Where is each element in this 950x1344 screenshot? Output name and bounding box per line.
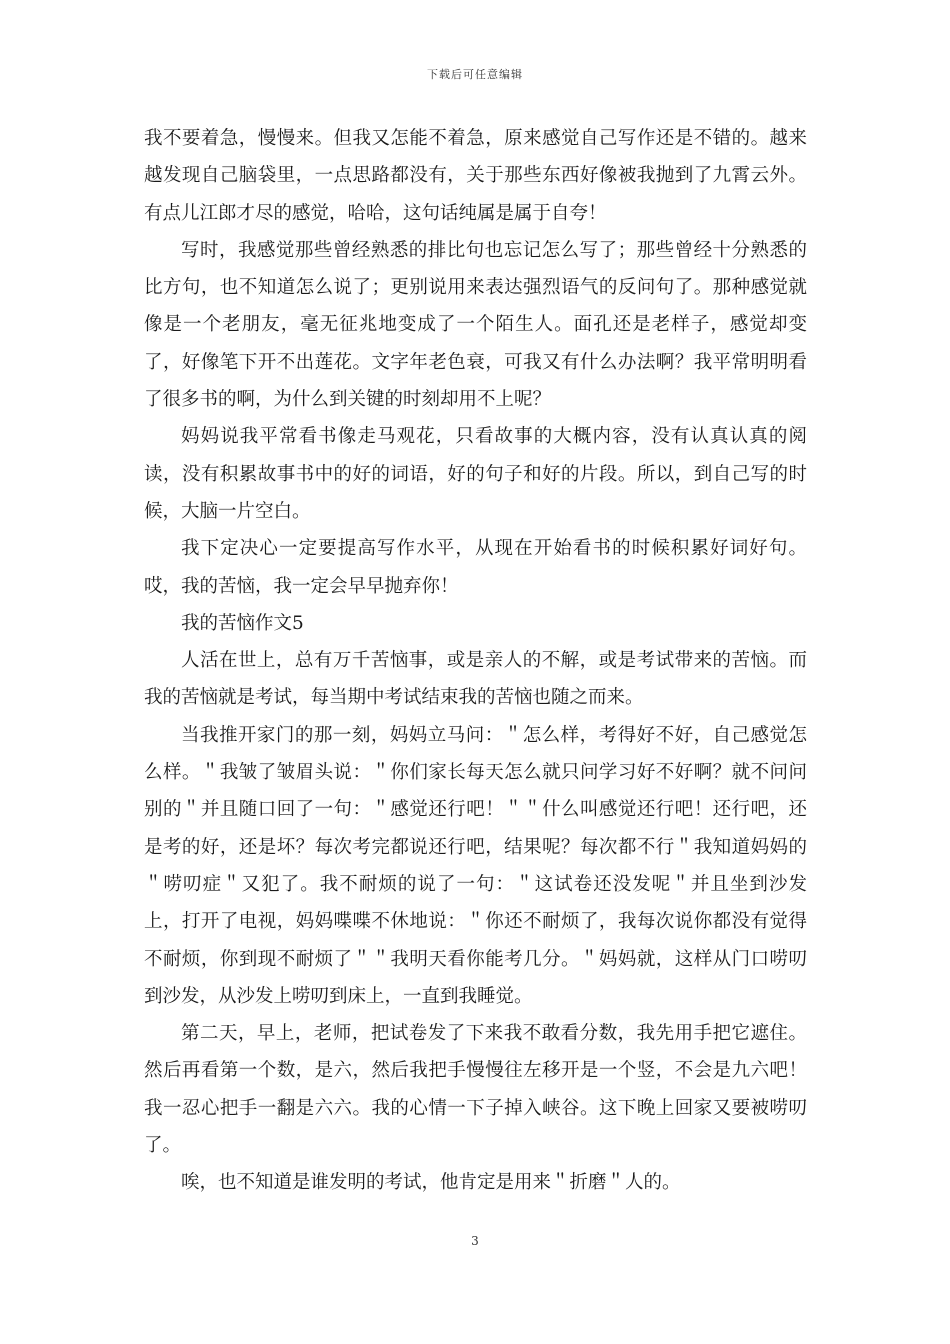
document-body xyxy=(144,120,807,1202)
paragraph: 唉，也不知道是谁发明的考试，他肯定是用来＂折磨＂人的。 xyxy=(181,1172,681,1194)
section-title: 我的苦恼作文5 xyxy=(181,612,304,634)
paragraph: 当我推开家门的那一刻，妈妈立马问：＂怎么样，考得好不好，自己感觉怎么样。＂我皱了皱眉头说：＂你们家长每天怎么就只问学习好不好啊？就不问问别的＂并且随口回了一句：＂感觉还行吧！＂＂什么叫感觉还行吧！还行吧，还是考的好，还是坏？每次考完都说还行吧，结果呢？每次都不行＂我知道妈妈的＂唠叨症＂又犯了。我不耐烦的说了一句：＂这试卷还没发呢＂并且坐到沙发上，打开了电视，妈妈喋喋不休地说：＂你还不耐烦了，我每次说你都没有觉得不耐烦，你到现不耐烦了＂＂我明天看你能考几分。＂妈妈就，这样从门口唠叨到沙发，从沙发上唠叨到床上，一直到我睡觉。 xyxy=(144,724,807,1007)
paragraph: 妈妈说我平常看书像走马观花，只看故事的大概内容，没有认真认真的阅读，没有积累故事书中的好的词语，好的句子和好的片段。所以，到自己写的时候，大脑一片空白。 xyxy=(144,426,807,522)
page-header: 下载后可任意编辑 xyxy=(427,68,523,81)
page-number: 3 xyxy=(471,1234,479,1248)
paragraph: 我下定决心一定要提高写作水平，从现在开始看书的时候积累好词好句。哎，我的苦恼，我一定会早早抛弃你！ xyxy=(144,538,807,597)
paragraph: 我不要着急，慢慢来。但我又怎能不着急，原来感觉自己写作还是不错的。越来越发现自己脑袋里，一点思路都没有，关于那些东西好像被我抛到了九霄云外。有点儿江郎才尽的感觉，哈哈，这句话纯属是属于自夸！ xyxy=(144,128,807,224)
paragraph: 人活在世上，总有万千苦恼事，或是亲人的不解，或是考试带来的苦恼。而我的苦恼就是考试，每当期中考试结束我的苦恼也随之而来。 xyxy=(144,650,807,709)
paragraph: 写时，我感觉那些曾经熟悉的排比句也忘记怎么写了；那些曾经十分熟悉的比方句，也不知道怎么说了；更别说用来表达强烈语气的反问句了。那种感觉就像是一个老朋友，毫无征兆地变成了一个陌生人。面孔还是老样子，感觉却变了，好像笔下开不出莲花。文字年老色衰，可我又有什么办法啊？我平常明明看了很多书的啊，为什么到关键的时刻却用不上呢？ xyxy=(144,239,807,411)
paragraph: 第二天，早上，老师，把试卷发了下来我不敢看分数，我先用手把它遮住。然后再看第一个数，是六，然后我把手慢慢往左移开是一个竖，不会是九六吧！我一忍心把手一翻是六六。我的心情一下子掉入峡谷。这下晚上回家又要被唠叨了。 xyxy=(144,1023,807,1157)
